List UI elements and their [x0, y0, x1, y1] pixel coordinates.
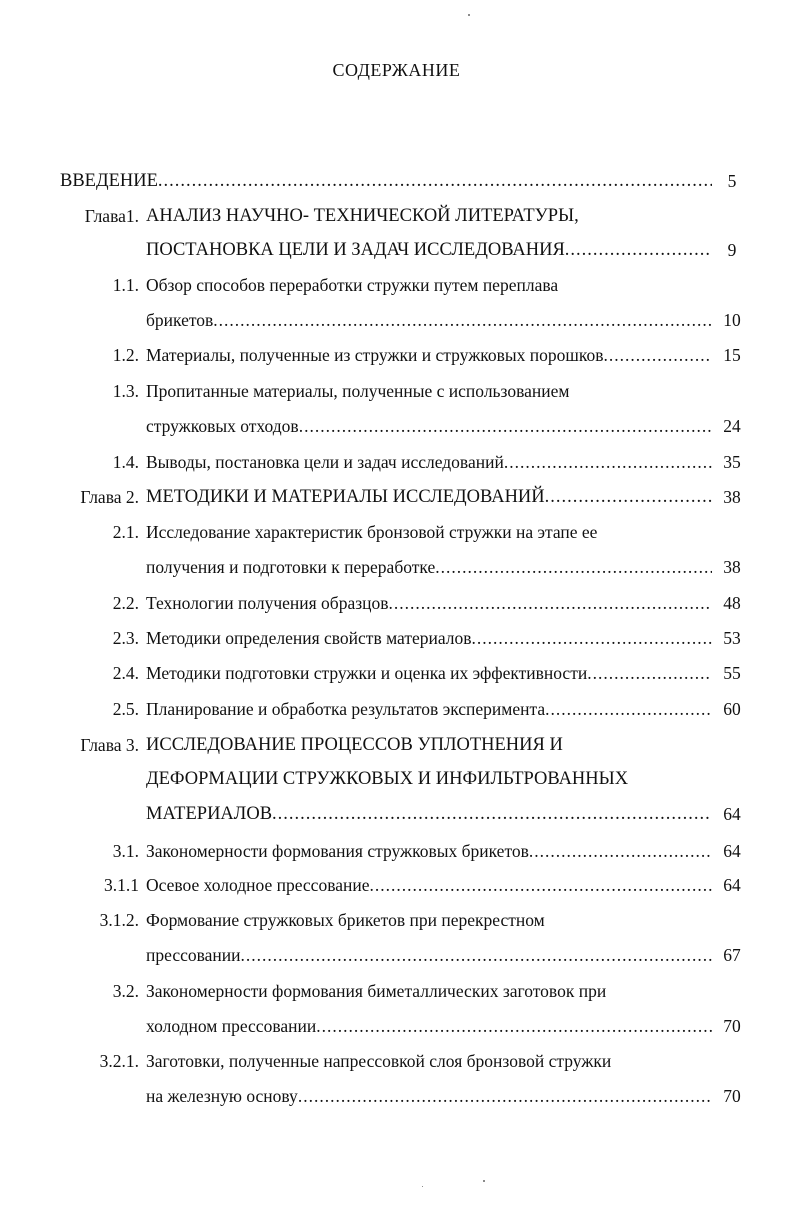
toc-entry-chapter-3-cont-2 [0, 801, 793, 827]
toc-entry-chapter-1 [0, 203, 793, 229]
toc-entry-3-2-cont [0, 1013, 793, 1039]
toc-section-number: 3.1.1 [104, 875, 139, 895]
toc-section-number: 2.2. [112, 593, 139, 613]
toc-page-number: 10 [723, 310, 741, 330]
toc-entry-title: МЕТОДИКИ И МАТЕРИАЛЫ ИССЛЕДОВАНИЙ [146, 487, 545, 507]
toc-page-number: 24 [723, 416, 741, 436]
toc-page-number: 35 [723, 452, 741, 472]
toc-leader-dots [158, 168, 712, 194]
toc-entry-title: ИССЛЕДОВАНИЕ ПРОЦЕССОВ УПЛОТНЕНИЯ И [146, 735, 563, 755]
toc-entry-2-3 [0, 625, 793, 651]
toc-leader-dots [504, 449, 712, 475]
toc-leader-dots [299, 413, 712, 439]
toc-section-number: 3.1. [112, 841, 139, 861]
toc-entry-title: ВВЕДЕНИЕ [60, 171, 158, 191]
toc-entry-title: холодном прессовании [146, 1016, 317, 1036]
toc-leader-dots [604, 342, 712, 368]
toc-entry-title: брикетов [146, 310, 214, 330]
toc-entry-title: Выводы, постановка цели и задач исследований [146, 452, 504, 472]
toc-leader-dots [565, 237, 712, 263]
toc-page-number: 38 [723, 557, 741, 577]
toc-entry-3-1 [0, 838, 793, 864]
toc-entry-2-4 [0, 660, 793, 686]
toc-entry-title: Методики определения свойств материалов [146, 628, 472, 648]
page-title: СОДЕРЖАНИЕ [332, 60, 461, 80]
toc-section-number: 3.1.2. [99, 910, 139, 930]
scan-speck [483, 1180, 485, 1182]
toc-section-number: 1.1. [112, 275, 139, 295]
toc-entry-title: ПОСТАНОВКА ЦЕЛИ И ЗАДАЧ ИССЛЕДОВАНИЯ [146, 240, 565, 260]
toc-leader-dots [435, 554, 712, 580]
toc-entry-3-2-1-cont [0, 1083, 793, 1109]
toc-entry-1-4 [0, 449, 793, 475]
toc-leader-dots [213, 307, 712, 333]
toc-section-number: 1.2. [112, 345, 139, 365]
toc-entry-title: Планирование и обработка результатов эксперимента [146, 699, 546, 719]
toc-leader-dots [370, 872, 713, 898]
toc-page-number: 5 [727, 171, 737, 191]
toc-page-number: 70 [723, 1016, 741, 1036]
toc-leader-dots [472, 625, 712, 651]
toc-entry-title: АНАЛИЗ НАУЧНО- ТЕХНИЧЕСКОЙ ЛИТЕРАТУРЫ, [146, 206, 579, 226]
toc-entry-title: ДЕФОРМАЦИИ СТРУЖКОВЫХ И ИНФИЛЬТРОВАННЫХ [146, 769, 629, 789]
toc-page-number: 64 [723, 875, 741, 895]
toc-entry-2-5 [0, 696, 793, 722]
toc-page-number: 48 [723, 593, 741, 613]
toc-entry-2-1-cont [0, 554, 793, 580]
toc-leader-dots [587, 660, 712, 686]
toc-entry-chapter-3 [0, 732, 793, 758]
toc-leader-dots [298, 1083, 712, 1109]
toc-entry-3-2 [0, 978, 793, 1004]
toc-entry-3-1-1 [0, 872, 793, 898]
toc-entry-chapter-1-cont [0, 237, 793, 263]
toc-entry-2-2 [0, 590, 793, 616]
toc-entry-2-1 [0, 519, 793, 545]
toc-section-number: 3.2.1. [99, 1051, 139, 1071]
toc-entry-title: стружковых отходов [146, 416, 299, 436]
toc-entry-title: Технологии получения образцов [146, 593, 389, 613]
toc-entry-title: Методики подготовки стружки и оценка их эффективности [146, 663, 588, 683]
toc-entry-title: прессовании [146, 945, 241, 965]
toc-entry-title: получения и подготовки к переработке [146, 557, 436, 577]
toc-section-number: 3.2. [112, 981, 139, 1001]
toc-page-number: 67 [723, 945, 741, 965]
toc-section-number: 2.5. [112, 699, 139, 719]
toc-entry-title: Заготовки, полученные напрессовкой слоя бронзовой стружки [146, 1051, 612, 1071]
toc-entry-title: на железную основу [146, 1086, 298, 1106]
toc-entry-title: Закономерности формования стружковых брикетов [146, 841, 529, 861]
toc-entry-title: Материалы, полученные из стружки и стружковых порошков [146, 345, 604, 365]
toc-entry-title: Формование стружковых брикетов при перекрестном [146, 910, 545, 930]
toc-entry-title: Обзор способов переработки стружки путем переплава [146, 275, 559, 295]
toc-chapter-number: Глава1. [84, 206, 139, 226]
toc-entry-1-1-cont [0, 307, 793, 333]
toc-chapter-number: Глава 2. [80, 487, 139, 507]
toc-leader-dots [529, 838, 712, 864]
toc-entry-chapter-2 [0, 484, 793, 510]
toc-entry-title: МАТЕРИАЛОВ [146, 804, 273, 824]
toc-section-number: 1.3. [112, 381, 139, 401]
toc-leader-dots [316, 1013, 712, 1039]
toc-page-number: 55 [723, 663, 741, 683]
toc-page-number: 70 [723, 1086, 741, 1106]
toc-leader-dots [545, 484, 712, 510]
toc-entry-1-2 [0, 342, 793, 368]
toc-entry-chapter-3-cont [0, 766, 793, 792]
toc-entry-title: Исследование характеристик бронзовой стружки на этапе ее [146, 522, 598, 542]
toc-page-number: 64 [723, 804, 741, 824]
toc-page-number: 9 [727, 240, 737, 260]
scan-speck [468, 14, 470, 16]
toc-page-number: 60 [723, 699, 741, 719]
toc-entry-1-3 [0, 378, 793, 404]
toc-leader-dots [389, 590, 712, 616]
toc-section-number: 2.4. [112, 663, 139, 683]
toc-entry-title: Пропитанные материалы, полученные с использованием [146, 381, 570, 401]
toc-leader-dots [241, 942, 713, 968]
toc-entry-1-1 [0, 272, 793, 298]
toc-entry-title: Закономерности формования биметаллических заготовок при [146, 981, 607, 1001]
toc-page-number: 53 [723, 628, 741, 648]
toc-leader-dots [545, 696, 712, 722]
toc-section-number: 2.3. [112, 628, 139, 648]
toc-entry-3-1-2-cont [0, 942, 793, 968]
toc-page-number: 64 [723, 841, 741, 861]
toc-section-number: 1.4. [112, 452, 139, 472]
scan-speck [422, 1186, 423, 1187]
toc-entry-title: Осевое холодное прессование [146, 875, 370, 895]
toc-section-number: 2.1. [112, 522, 139, 542]
toc-entry-1-3-cont [0, 413, 793, 439]
toc-entry-3-1-2 [0, 907, 793, 933]
toc-entry-introduction [0, 168, 793, 194]
toc-entry-3-2-1 [0, 1048, 793, 1074]
toc-page-number: 15 [723, 345, 741, 365]
toc-page-number: 38 [723, 487, 741, 507]
toc-chapter-number: Глава 3. [80, 735, 139, 755]
toc-leader-dots [272, 801, 712, 827]
